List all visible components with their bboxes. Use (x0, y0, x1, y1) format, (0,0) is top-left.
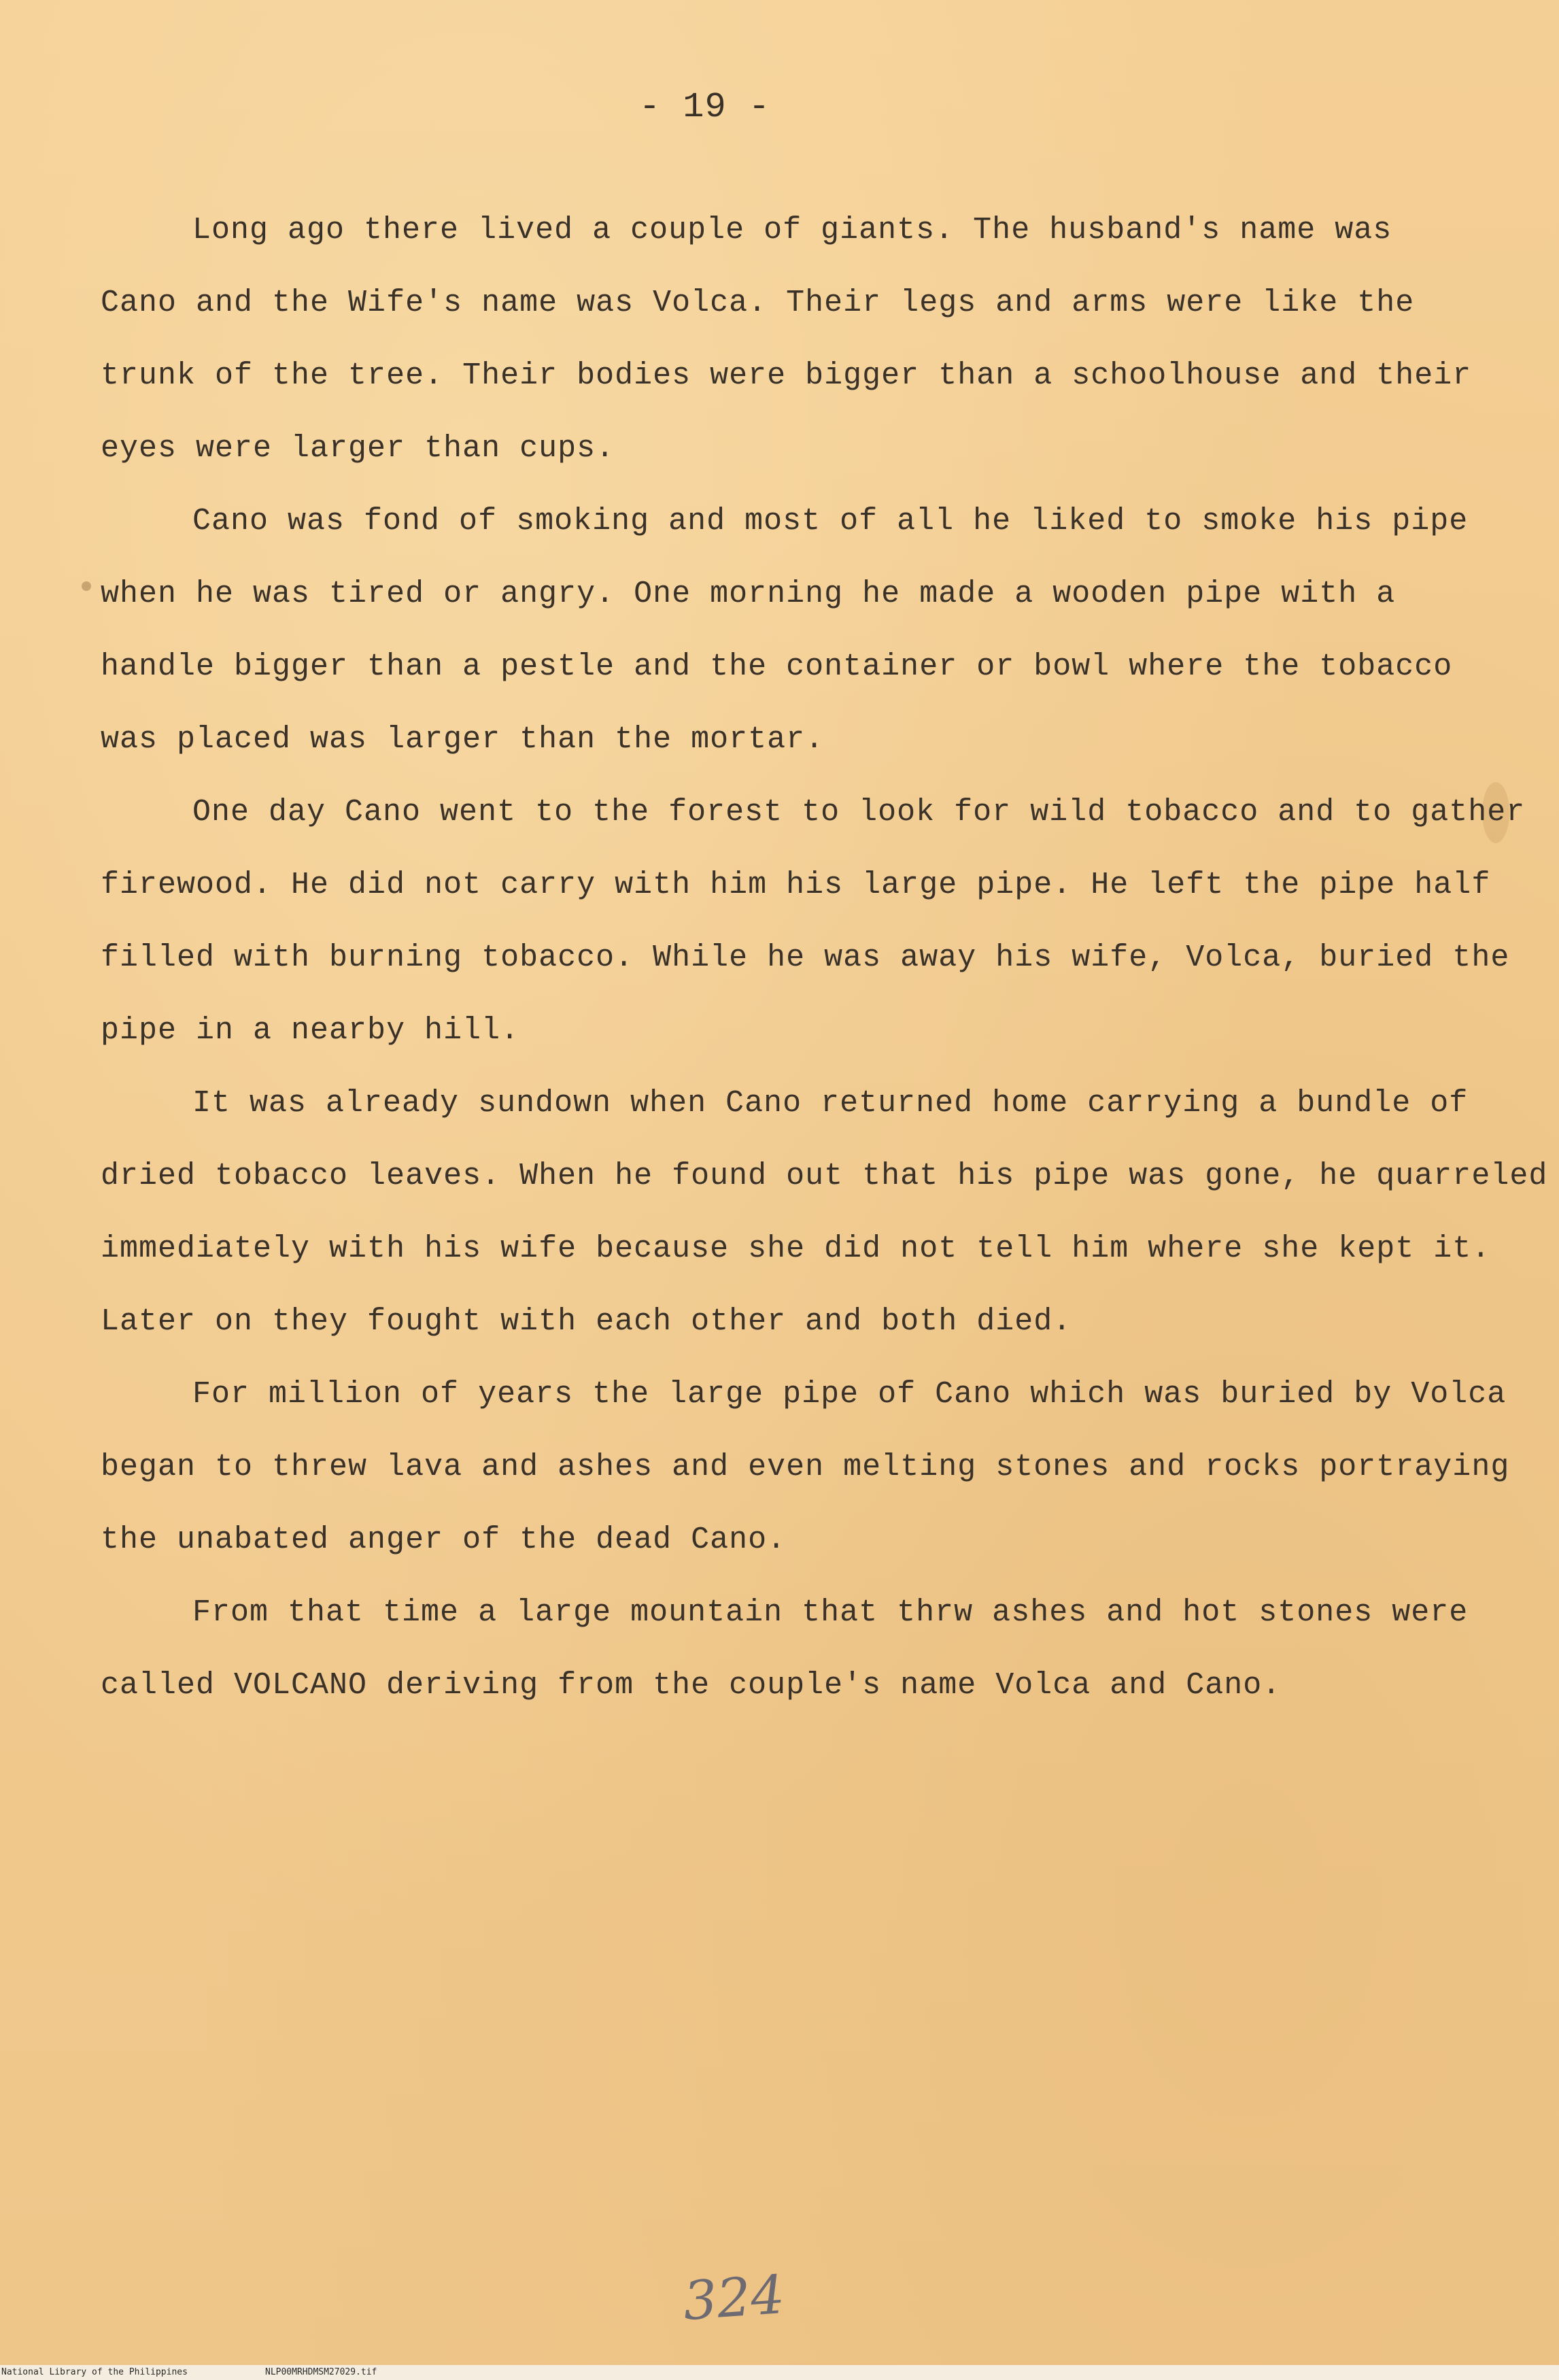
scan-footer (0, 2365, 1559, 2380)
file-id: NLP00MRHDMSM27029.tif (265, 2367, 377, 2377)
text-line: was placed was larger than the mortar. (101, 722, 825, 757)
text-line: One day Cano went to the forest to look for wild tobacco and to gather (192, 795, 1526, 830)
text-line: immediately with his wife because she did not tell him where she kept it. (101, 1231, 1491, 1266)
text-line: dried tobacco leaves. When he found out that his pipe was gone, he quarreled (101, 1159, 1548, 1193)
text-line: Cano and the Wife's name was Volca. Their legs and arms were like the (101, 286, 1415, 320)
text-line: pipe in a nearby hill. (101, 1013, 520, 1048)
handwritten-page-number: 324 (681, 2264, 787, 2333)
text-line: trunk of the tree. Their bodies were bigger than a schoolhouse and their (101, 358, 1472, 393)
text-line: Long ago there lived a couple of giants. The husband's name was (192, 213, 1392, 248)
text-line: From that time a large mountain that thrw ashes and hot stones were (192, 1595, 1469, 1630)
text-line: handle bigger than a pestle and the container or bowl where the tobacco (101, 649, 1453, 684)
paragraph (101, 776, 1526, 1067)
text-line: For million of years the large pipe of Cano which was buried by Volca (192, 1377, 1507, 1412)
text-line: called VOLCANO deriving from the couple's name Volca and Cano. (101, 1668, 1282, 1703)
document-body (101, 194, 1548, 1722)
text-line: filled with burning tobacco. While he was away his wife, Volca, buried the (101, 940, 1510, 975)
text-line: began to threw lava and ashes and even melting stones and rocks portraying (101, 1450, 1510, 1484)
paragraph (101, 1067, 1548, 1358)
text-line: firewood. He did not carry with him his large pipe. He left the pipe half (101, 868, 1491, 902)
text-line: eyes were larger than cups. (101, 431, 615, 466)
paragraph (101, 1576, 1494, 1722)
text-line: Cano was fond of smoking and most of all he liked to smoke his pipe (192, 504, 1469, 539)
page-number: - 19 - (638, 87, 771, 127)
paper-stain (82, 581, 91, 591)
paragraph (101, 1358, 1510, 1576)
text-line: It was already sundown when Cano returned home carrying a bundle of (192, 1086, 1469, 1121)
paragraph (101, 485, 1494, 776)
library-credit: National Library of the Philippines (1, 2367, 188, 2377)
text-line: when he was tired or angry. One morning he made a wooden pipe with a (101, 577, 1396, 611)
text-line: Later on they fought with each other and both died. (101, 1304, 1072, 1339)
text-line: the unabated anger of the dead Cano. (101, 1523, 787, 1557)
paragraph (101, 194, 1494, 485)
